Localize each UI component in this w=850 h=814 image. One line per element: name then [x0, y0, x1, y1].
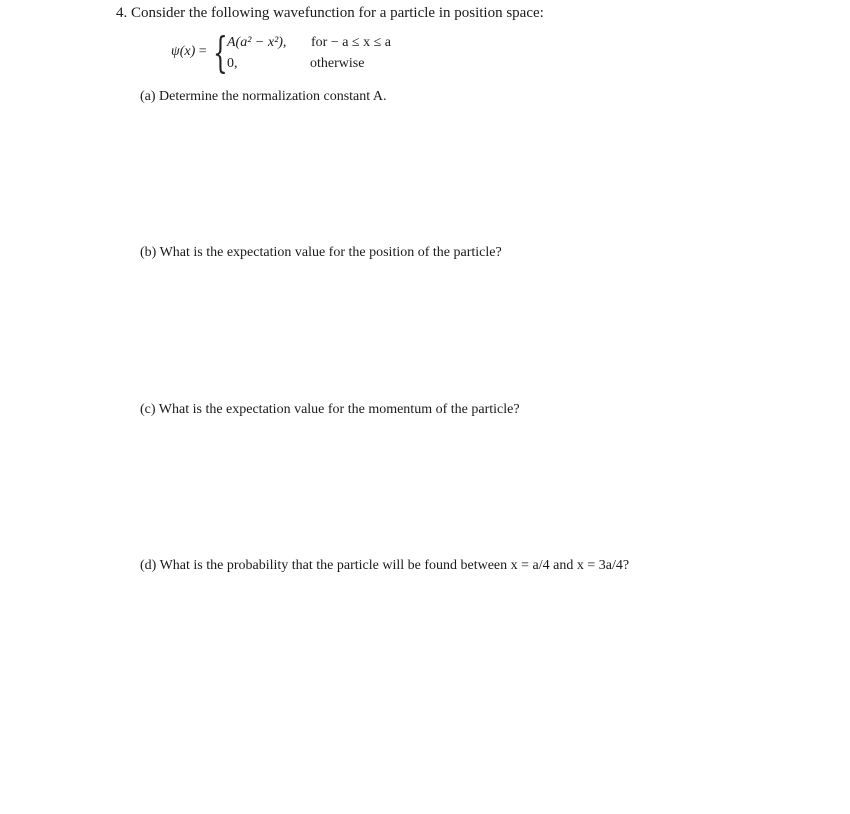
case1-condition: for − a ≤ x ≤ a: [311, 35, 392, 50]
part-c-question: (c) What is the expectation value for the momentum of the particle?: [140, 402, 520, 417]
case2-condition: otherwise: [310, 56, 365, 71]
equation-equals-sign: =: [198, 44, 207, 59]
problem-heading: 4. Consider the following wavefunction for a particle in position space:: [116, 5, 544, 21]
piecewise-brace: {: [213, 28, 228, 77]
part-d-question: (d) What is the probability that the particle will be found between x = a/4 and x = 3a/4?: [140, 558, 630, 573]
part-a-question: (a) Determine the normalization constant A.: [140, 89, 387, 104]
equation-lhs-symbol: ψ(x): [171, 44, 196, 59]
case2-expression: 0,: [227, 56, 238, 71]
case1-expression: A(a² − x²),: [227, 35, 287, 50]
equation-lhs: [171, 44, 207, 60]
part-b-question: (b) What is the expectation value for the position of the particle?: [140, 245, 502, 260]
